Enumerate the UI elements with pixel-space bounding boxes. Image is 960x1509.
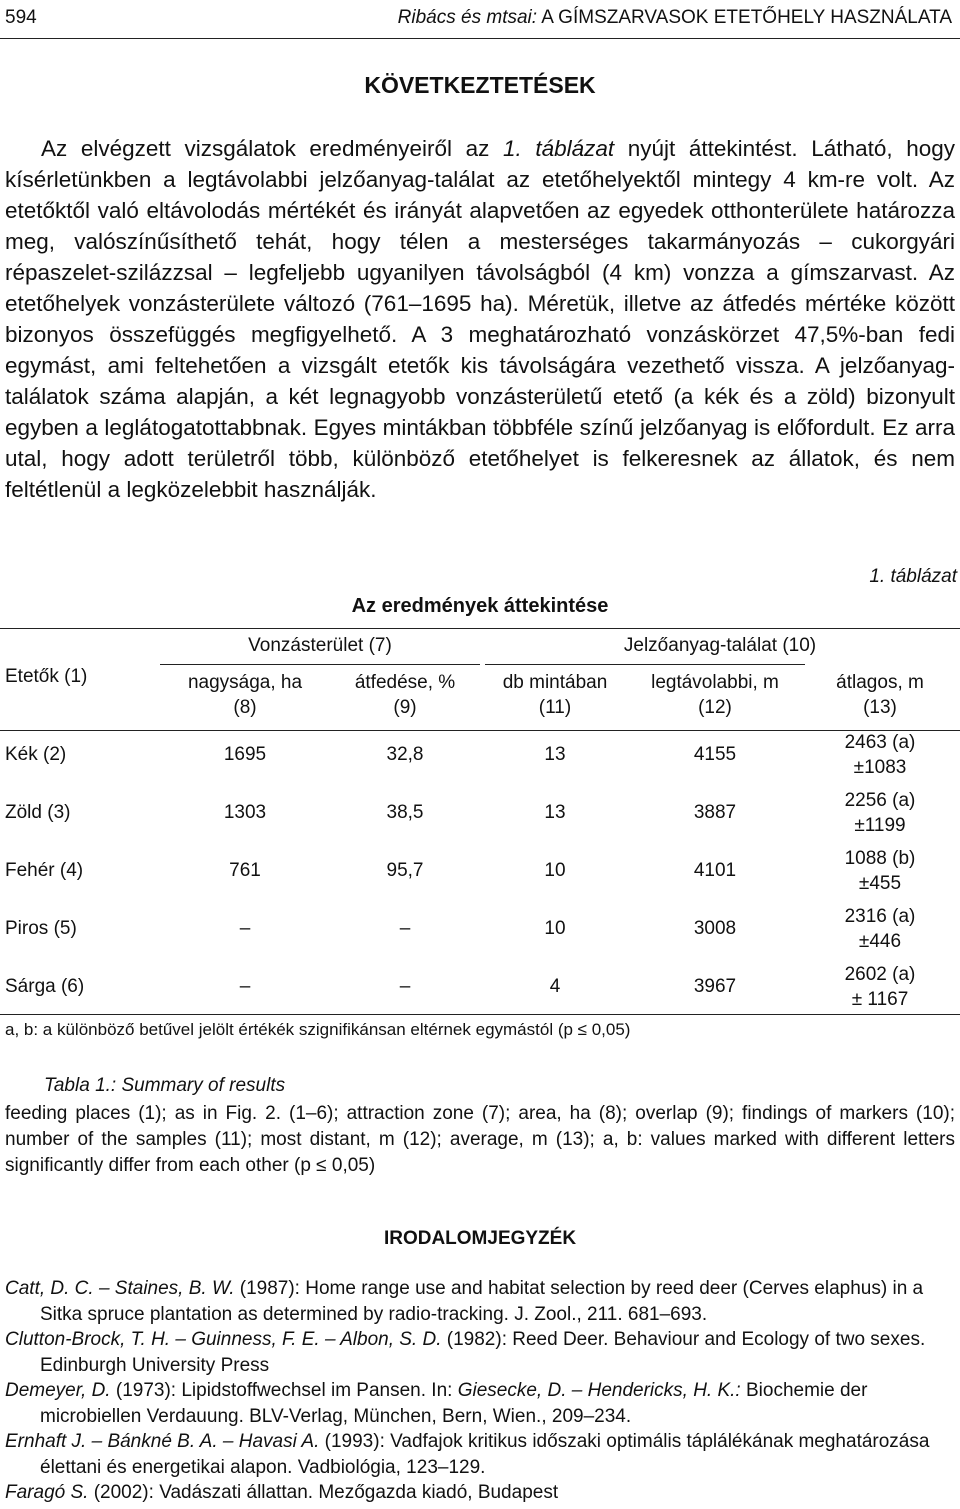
- reference-list: [5, 1276, 955, 1506]
- cell-overlap: 38,5: [386, 802, 424, 823]
- row-feeder-name: Sárga (6): [5, 976, 85, 997]
- cell-average: 2256 (a) ±1199: [844, 790, 916, 836]
- running-title-text: A GÍMSZARVASOK ETETŐHELY HASZNÁLATA: [541, 7, 952, 28]
- group-header-markers: Jelzőanyag-találat (10): [623, 635, 817, 656]
- table-row: [0, 784, 960, 842]
- reference-authors: Clutton-Brock, T. H. – Guinness, F. E. – Albon, S. D.: [5, 1329, 442, 1350]
- cell-farthest: 3887: [693, 802, 737, 823]
- reference-item: [5, 1429, 955, 1480]
- results-table: [0, 628, 960, 1016]
- table-footnote: a, b: a különböző betűvel jelölt értékék szignifikánsan eltérnek egymástól (p ≤ 0,05): [5, 1020, 631, 1039]
- cell-samples: 10: [544, 918, 566, 939]
- row-feeder-name: Zöld (3): [5, 802, 71, 823]
- row-feeder-name: Piros (5): [5, 918, 77, 939]
- table-number-label: 1. táblázat: [869, 566, 957, 587]
- cell-size: –: [239, 918, 251, 939]
- reference-item: [5, 1480, 955, 1506]
- cell-average: 2602 (a) ± 1167: [844, 964, 916, 1010]
- cell-size: 1695: [223, 744, 267, 765]
- cell-average: 2463 (a) ±1083: [844, 732, 916, 778]
- reference-authors: Catt, D. C. – Staines, B. W.: [5, 1278, 235, 1299]
- cell-size: 1303: [223, 802, 267, 823]
- col-header-average: átlagos, m (13): [836, 672, 924, 718]
- table-title: Az eredmények áttekintése: [351, 595, 609, 617]
- conclusions-heading: KÖVETKEZTETÉSEK: [364, 72, 596, 98]
- reference-details: (1993): Vadfajok kritikus időszaki optimális táplálékának meghatározása élettani és energetikai alapon. Vadbiológia, 123–129.: [40, 1431, 930, 1478]
- cell-samples: 4: [549, 976, 561, 997]
- col-header-overlap: átfedése, % (9): [354, 672, 456, 718]
- cell-overlap: 32,8: [386, 744, 424, 765]
- col-header-farthest: legtávolabbi, m (12): [651, 672, 779, 718]
- reference-details: (1973): Lipidstoffwechsel im Pansen. In:: [110, 1380, 458, 1401]
- cell-overlap: 95,7: [386, 860, 424, 881]
- reference-item: [5, 1378, 955, 1429]
- col-header-samples: db mintában (11): [502, 672, 608, 718]
- cell-farthest: 4101: [693, 860, 737, 881]
- cell-overlap: –: [399, 918, 411, 939]
- table-row: [0, 842, 960, 900]
- running-title: [398, 4, 952, 32]
- english-table-caption: Tabla 1.: Summary of results: [44, 1075, 286, 1096]
- col-header-size: nagysága, ha (8): [187, 672, 303, 718]
- col-header-feeders: Etetők (1): [5, 666, 88, 687]
- reference-authors: Ernhaft J. – Bánkné B. A. – Havasi A.: [5, 1431, 320, 1452]
- reference-details: (2002): Vadászati állattan. Mezőgazda kiadó, Budapest: [88, 1482, 559, 1503]
- table-row: [0, 900, 960, 958]
- conclusions-text-1: Az elvégzett vizsgálatok eredményeiről az: [41, 136, 503, 161]
- table-row: [0, 958, 960, 1016]
- page-number: 594: [5, 7, 37, 28]
- conclusions-text-2: nyújt áttekintést. Látható, hogy kísérletünkben a legtávolabbi jelzőanyag-találat az etetőhelyektől mintegy 4 km-re volt. Az etetőktől való eltávolodás mértékét és irányát alapvetően az egyedek otthonterülete határozza meg, valószínűsíthető tehát, hogy télen a mesterséges takarmányozás – cukorgyári répaszelet-szilázzsal – legfeljebb ugyanilyen távolságból (4 km) vonzza a gímszarvast. Az etetőhelyek vonzásterülete változó (761–1695 ha). Méretük, illetve az átfedés mértéke között bizonyos összefüggés megfigyelhető. A 3 meghatározható vonzáskörzet 47,5%-ban fedi egymást, ami feltehetően a vizsgált etetők kis távolságára vezethető vissza. A jelzőanyag-találatok száma alapján, a két legnagyobb vonzásterületű etető (a kék és a zöld) bizonyult egyben a leglátogatottabbnak. Egyes mintákban többféle színű jelzőanyag is előfordult. Ez arra utal, hogy adott területről több, különböző etetőhelyet is felkeresnek az állatok, és nem feltétlenül a legközelebbit használják.: [5, 136, 955, 502]
- header-rule: [0, 38, 960, 39]
- reference-details: (1987): Home range use and habitat selection by reed deer (Cerves elaphus) in a Sitka spruce plantation as determined by radio-tracking. J. Zool., 211. 681–693.: [40, 1278, 924, 1325]
- group-header-attraction: Vonzásterület (7): [248, 635, 392, 656]
- reference-authors: Faragó S.: [5, 1482, 89, 1503]
- cell-size: –: [239, 976, 251, 997]
- cell-size: 761: [229, 860, 261, 881]
- reference-item: [5, 1327, 955, 1378]
- reference-details-2: Biochemie der microbiellen Verdauung. BLV-Verlag, München, Bern, Wien., 209–234.: [40, 1380, 868, 1427]
- row-feeder-name: Kék (2): [5, 744, 67, 765]
- cell-average: 1088 (b) ±455: [844, 848, 916, 894]
- reference-editors: Giesecke, D. – Hendericks, H. K.:: [457, 1380, 741, 1401]
- english-legend: feeding places (1); as in Fig. 2. (1–6); attraction zone (7); area, ha (8); overlap (9); findings of markers (10); number of the samples (11); most distant, m (12); average, m (13); a, b: values marked with different letters significantly differ from each other (p ≤ 0,05): [5, 1103, 955, 1176]
- cell-samples: 13: [544, 744, 566, 765]
- cell-samples: 13: [544, 802, 566, 823]
- cell-average: 2316 (a) ±446: [844, 906, 916, 952]
- running-authors: Ribács és mtsai:: [397, 7, 538, 28]
- table-reference: 1. táblázat: [502, 136, 615, 161]
- reference-details: (1982): Reed Deer. Behaviour and Ecology of two sexes. Edinburgh University Press: [40, 1329, 926, 1376]
- row-feeder-name: Fehér (4): [5, 860, 84, 881]
- running-header: [5, 4, 952, 32]
- cell-samples: 10: [544, 860, 566, 881]
- reference-item: [5, 1276, 955, 1327]
- table-group-header: [0, 628, 960, 664]
- cell-overlap: –: [399, 976, 411, 997]
- reference-authors: Demeyer, D.: [5, 1380, 111, 1401]
- conclusions-paragraph: [5, 133, 955, 505]
- cell-farthest: 4155: [693, 744, 737, 765]
- cell-farthest: 3967: [693, 976, 737, 997]
- references-heading: IRODALOMJEGYZÉK: [383, 1228, 577, 1249]
- table-row: [0, 726, 960, 784]
- cell-farthest: 3008: [693, 918, 737, 939]
